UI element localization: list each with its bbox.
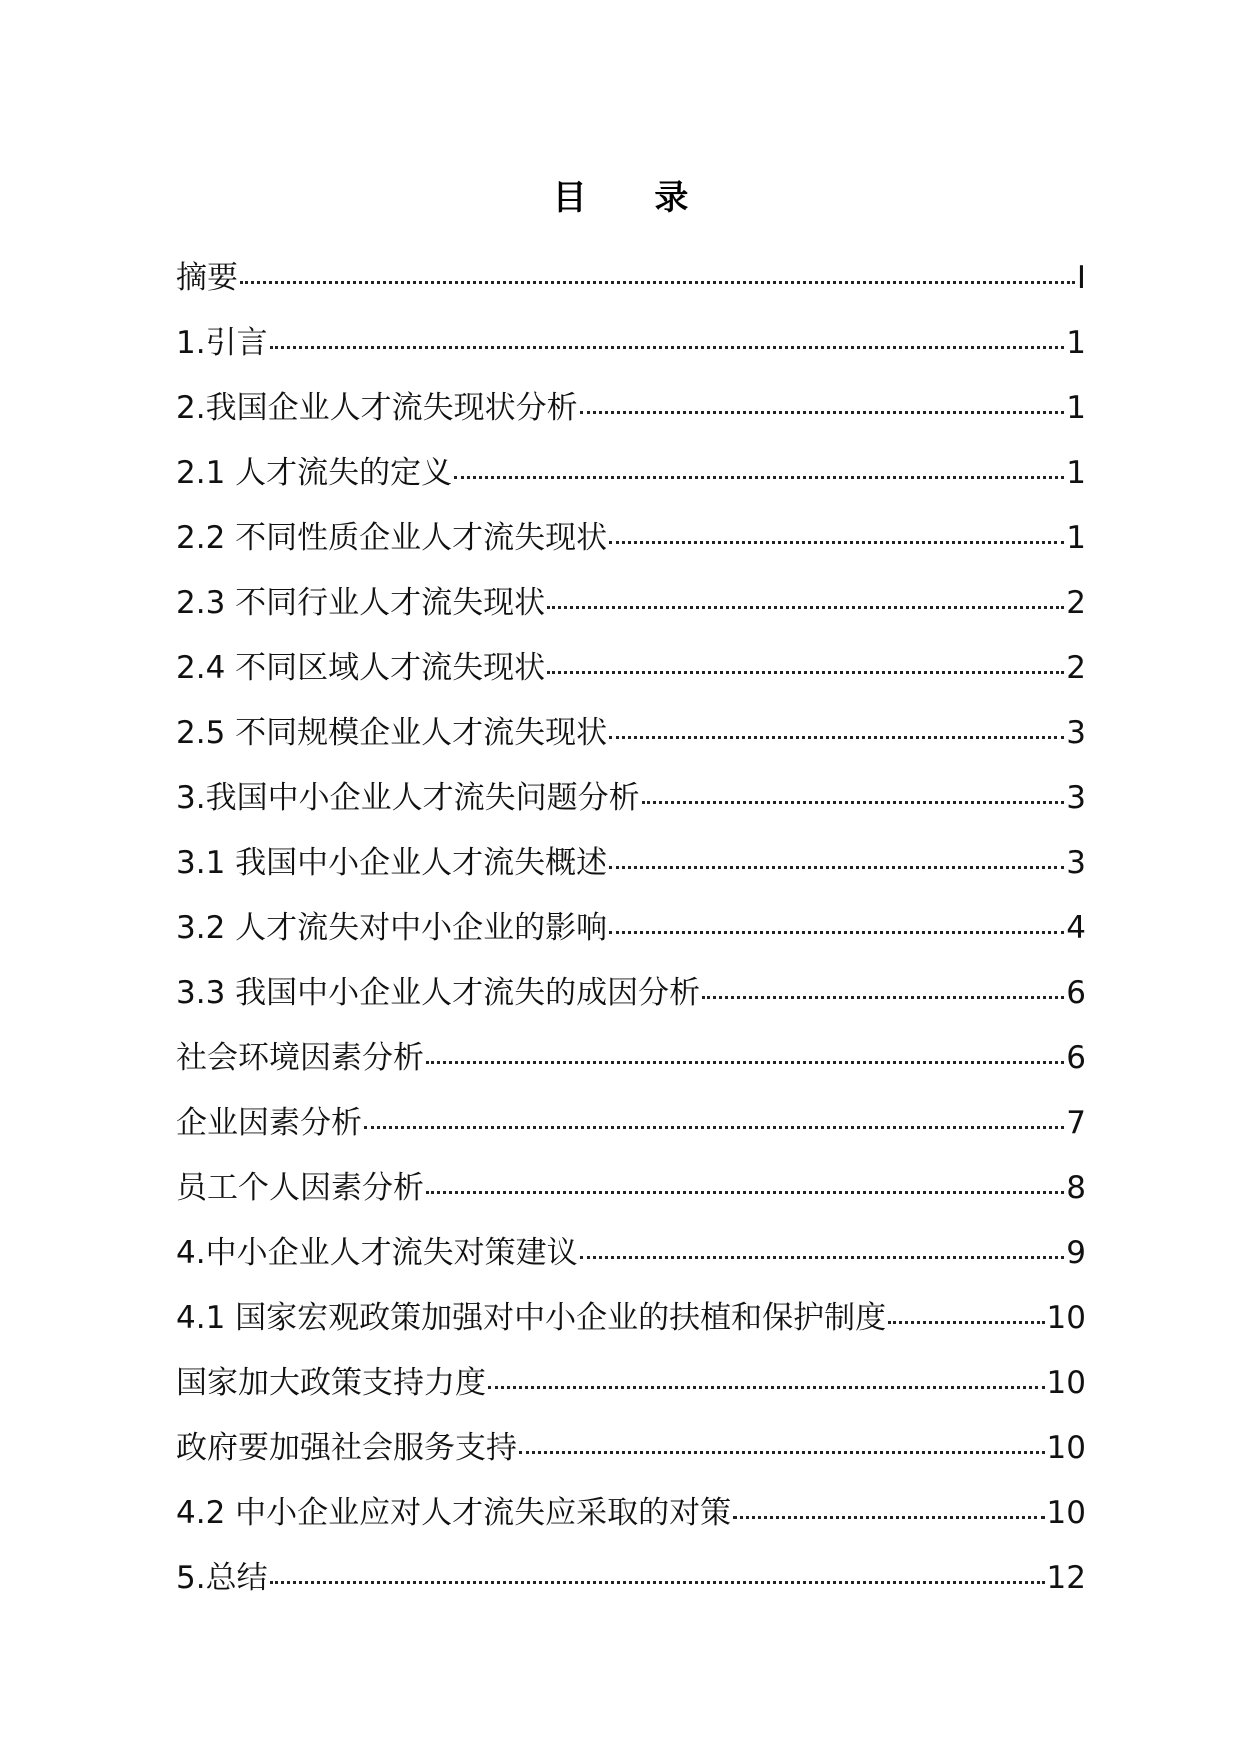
toc-entry-page: 10 (1046, 1430, 1086, 1466)
toc-entry-page: 2 (1066, 585, 1086, 621)
dot-leader (609, 866, 1064, 869)
toc-entry (176, 516, 1086, 581)
toc-entry-page: 3 (1066, 715, 1086, 751)
toc-entry-label: 政府要加强社会服务支持 (176, 1430, 517, 1466)
dot-leader (240, 281, 1075, 284)
dot-leader (642, 801, 1065, 804)
toc-entry (176, 1036, 1086, 1101)
toc-entry (176, 321, 1086, 386)
toc-entry-label: 国家加大政策支持力度 (176, 1365, 486, 1401)
toc-entry-page: 10 (1046, 1495, 1086, 1531)
toc-entry-page: 1 (1066, 455, 1086, 491)
toc-entry-page: 2 (1066, 650, 1086, 686)
toc-entry (176, 581, 1086, 646)
dot-leader (547, 606, 1064, 609)
dot-leader (488, 1386, 1045, 1389)
toc-entry (176, 776, 1086, 841)
toc-entry-page: 7 (1066, 1105, 1086, 1141)
toc-entry (176, 1361, 1086, 1426)
toc-list (176, 256, 1086, 1621)
dot-leader (454, 476, 1064, 479)
toc-entry (176, 1296, 1086, 1361)
toc-entry-label: 2.5 不同规模企业人才流失现状 (176, 715, 608, 751)
toc-entry-label: 企业因素分析 (176, 1105, 362, 1141)
toc-entry-label: 3.2 人才流失对中小企业的影响 (176, 910, 608, 946)
dot-leader (888, 1321, 1044, 1324)
toc-entry-page: 6 (1066, 1040, 1086, 1076)
toc-entry-page: 3 (1066, 780, 1086, 816)
dot-leader (547, 671, 1064, 674)
dot-leader (733, 1516, 1044, 1519)
toc-entry (176, 1426, 1086, 1491)
toc-entry (176, 386, 1086, 451)
toc-entry (176, 841, 1086, 906)
toc-entry-label: 2.3 不同行业人才流失现状 (176, 585, 546, 621)
toc-entry-page: I (1076, 260, 1086, 296)
toc-entry (176, 971, 1086, 1036)
toc-entry (176, 1491, 1086, 1556)
dot-leader (609, 541, 1064, 544)
toc-entry-label: 摘要 (176, 260, 238, 296)
toc-entry-label: 4.1 国家宏观政策加强对中小企业的扶植和保护制度 (176, 1300, 887, 1336)
toc-entry-label: 2.2 不同性质企业人才流失现状 (176, 520, 608, 556)
toc-title: 目 录 (552, 178, 717, 218)
toc-entry-page: 10 (1046, 1365, 1086, 1401)
toc-entry-label: 员工个人因素分析 (176, 1170, 424, 1206)
dot-leader (580, 1256, 1065, 1259)
toc-entry-label: 3.我国中小企业人才流失问题分析 (176, 780, 640, 816)
toc-entry-label: 2.我国企业人才流失现状分析 (176, 390, 578, 426)
toc-entry (176, 1231, 1086, 1296)
toc-entry (176, 1101, 1086, 1166)
dot-leader (702, 996, 1064, 999)
toc-entry-label: 4.2 中小企业应对人才流失应采取的对策 (176, 1495, 732, 1531)
toc-entry-label: 社会环境因素分析 (176, 1040, 424, 1076)
toc-entry-page: 1 (1066, 325, 1086, 361)
toc-entry (176, 906, 1086, 971)
toc-entry-label: 5.总结 (176, 1560, 268, 1596)
dot-leader (426, 1191, 1064, 1194)
toc-entry-label: 4.中小企业人才流失对策建议 (176, 1235, 578, 1271)
toc-entry-label: 3.1 我国中小企业人才流失概述 (176, 845, 608, 881)
dot-leader (426, 1061, 1064, 1064)
toc-entry-page: 1 (1066, 520, 1086, 556)
toc-entry (176, 451, 1086, 516)
toc-entry-page: 1 (1066, 390, 1086, 426)
toc-entry-page: 9 (1066, 1235, 1086, 1271)
toc-entry (176, 1166, 1086, 1231)
toc-entry-page: 10 (1046, 1300, 1086, 1336)
dot-leader (270, 346, 1065, 349)
toc-entry (176, 256, 1086, 321)
toc-entry-page: 3 (1066, 845, 1086, 881)
toc-entry-page: 8 (1066, 1170, 1086, 1206)
dot-leader (270, 1581, 1045, 1584)
toc-entry-page: 6 (1066, 975, 1086, 1011)
dot-leader (364, 1126, 1064, 1129)
toc-entry-page: 12 (1046, 1560, 1086, 1596)
dot-leader (609, 931, 1064, 934)
toc-entry-label: 2.4 不同区域人才流失现状 (176, 650, 546, 686)
toc-entry-label: 2.1 人才流失的定义 (176, 455, 453, 491)
toc-entry (176, 711, 1086, 776)
toc-entry-label: 3.3 我国中小企业人才流失的成因分析 (176, 975, 701, 1011)
toc-entry-page: 4 (1066, 910, 1086, 946)
toc-entry (176, 1556, 1086, 1621)
dot-leader (519, 1451, 1045, 1454)
dot-leader (609, 736, 1064, 739)
toc-entry-label: 1.引言 (176, 325, 268, 361)
dot-leader (580, 411, 1065, 414)
toc-entry (176, 646, 1086, 711)
